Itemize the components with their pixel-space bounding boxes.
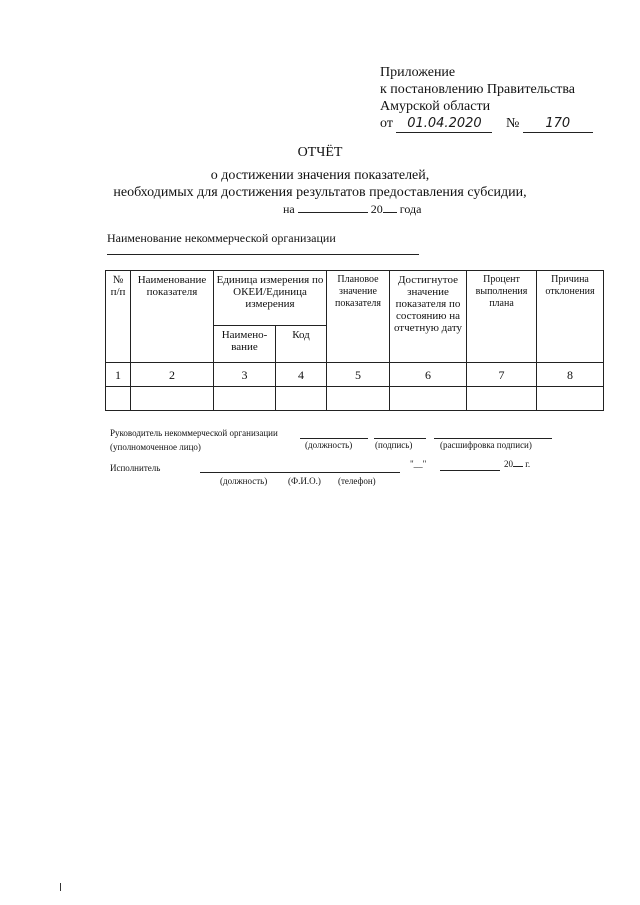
col-number-6: 6	[390, 363, 467, 387]
handwritten-date: 01.04.2020	[396, 115, 492, 133]
exec-phone-caption: (телефон)	[338, 476, 376, 486]
col-number-1: 1	[106, 363, 131, 387]
date-prefix: на	[283, 202, 295, 216]
handwritten-number: 170	[523, 115, 593, 133]
table-cell	[214, 387, 276, 411]
date-blank	[298, 212, 368, 213]
exec-position-caption: (должность)	[220, 476, 268, 486]
executor-year-blank	[513, 466, 523, 467]
header-unit-code: Код	[276, 326, 327, 363]
number-label: №	[505, 116, 520, 131]
col-number-8: 8	[537, 363, 604, 387]
signature-blank	[374, 438, 426, 439]
appendix-date-line	[380, 115, 593, 133]
executor-year-prefix: 20	[504, 459, 513, 469]
from-label: от	[380, 116, 393, 131]
signature-caption: (подпись)	[375, 440, 413, 450]
header-unit: Единица измерения по ОКЕИ/Единица измерения	[214, 271, 327, 326]
header-num: № п/п	[106, 271, 131, 363]
header-percent: Процент выполнения плана	[467, 271, 537, 363]
report-subtitle-2: необходимых для достижения результатов предоставления субсидии,	[113, 185, 527, 200]
executor-label: Исполнитель	[110, 463, 161, 473]
table-row	[106, 387, 604, 411]
appendix-line-2: к постановлению Правительства	[380, 82, 576, 97]
org-label: Наименование некоммерческой организации	[107, 231, 336, 245]
position-blank	[300, 438, 368, 439]
report-table	[105, 270, 604, 411]
decoding-blank	[434, 438, 552, 439]
year-suffix: года	[399, 202, 422, 216]
executor-blank	[200, 472, 400, 473]
report-subtitle-1: о достижении значения показателей,	[210, 168, 430, 183]
header-unit-name: Наимено-вание	[214, 326, 276, 363]
executor-year	[504, 459, 530, 469]
header-reason: Причина отклонения	[537, 271, 604, 363]
executor-year-suffix: г.	[525, 459, 531, 469]
table-cell	[131, 387, 214, 411]
header-planned: Плановое значение показателя	[327, 271, 390, 363]
table-cell	[537, 387, 604, 411]
appendix-line-1: Приложение	[380, 65, 456, 80]
appendix-line-3: Амурской области	[380, 99, 491, 114]
head-label: Руководитель некоммерческой организации	[110, 428, 278, 438]
header-achieved: Достигнутое значение показателя по состоянию на отчетную дату	[390, 271, 467, 363]
col-number-3: 3	[214, 363, 276, 387]
col-number-7: 7	[467, 363, 537, 387]
report-date-line	[283, 202, 421, 217]
table-cell	[467, 387, 537, 411]
col-number-5: 5	[327, 363, 390, 387]
year-blank	[383, 212, 397, 213]
report-heading: ОТЧЁТ	[297, 145, 343, 160]
header-indicator: Наименование показателя	[131, 271, 214, 363]
executor-date-quote: "__"	[410, 459, 427, 469]
table-cell	[390, 387, 467, 411]
table-cell	[276, 387, 327, 411]
col-number-4: 4	[276, 363, 327, 387]
table-cell	[106, 387, 131, 411]
exec-fio-caption: (Ф.И.О.)	[288, 476, 321, 486]
position-caption: (должность)	[305, 440, 353, 450]
col-number-2: 2	[131, 363, 214, 387]
year-prefix: 20	[370, 202, 383, 216]
scan-mark	[60, 883, 61, 891]
head-sub: (уполномоченное лицо)	[110, 442, 201, 452]
org-blank-line	[107, 254, 419, 255]
executor-date-blank	[440, 470, 500, 471]
decoding-caption: (расшифровка подписи)	[440, 440, 532, 450]
table-cell	[327, 387, 390, 411]
